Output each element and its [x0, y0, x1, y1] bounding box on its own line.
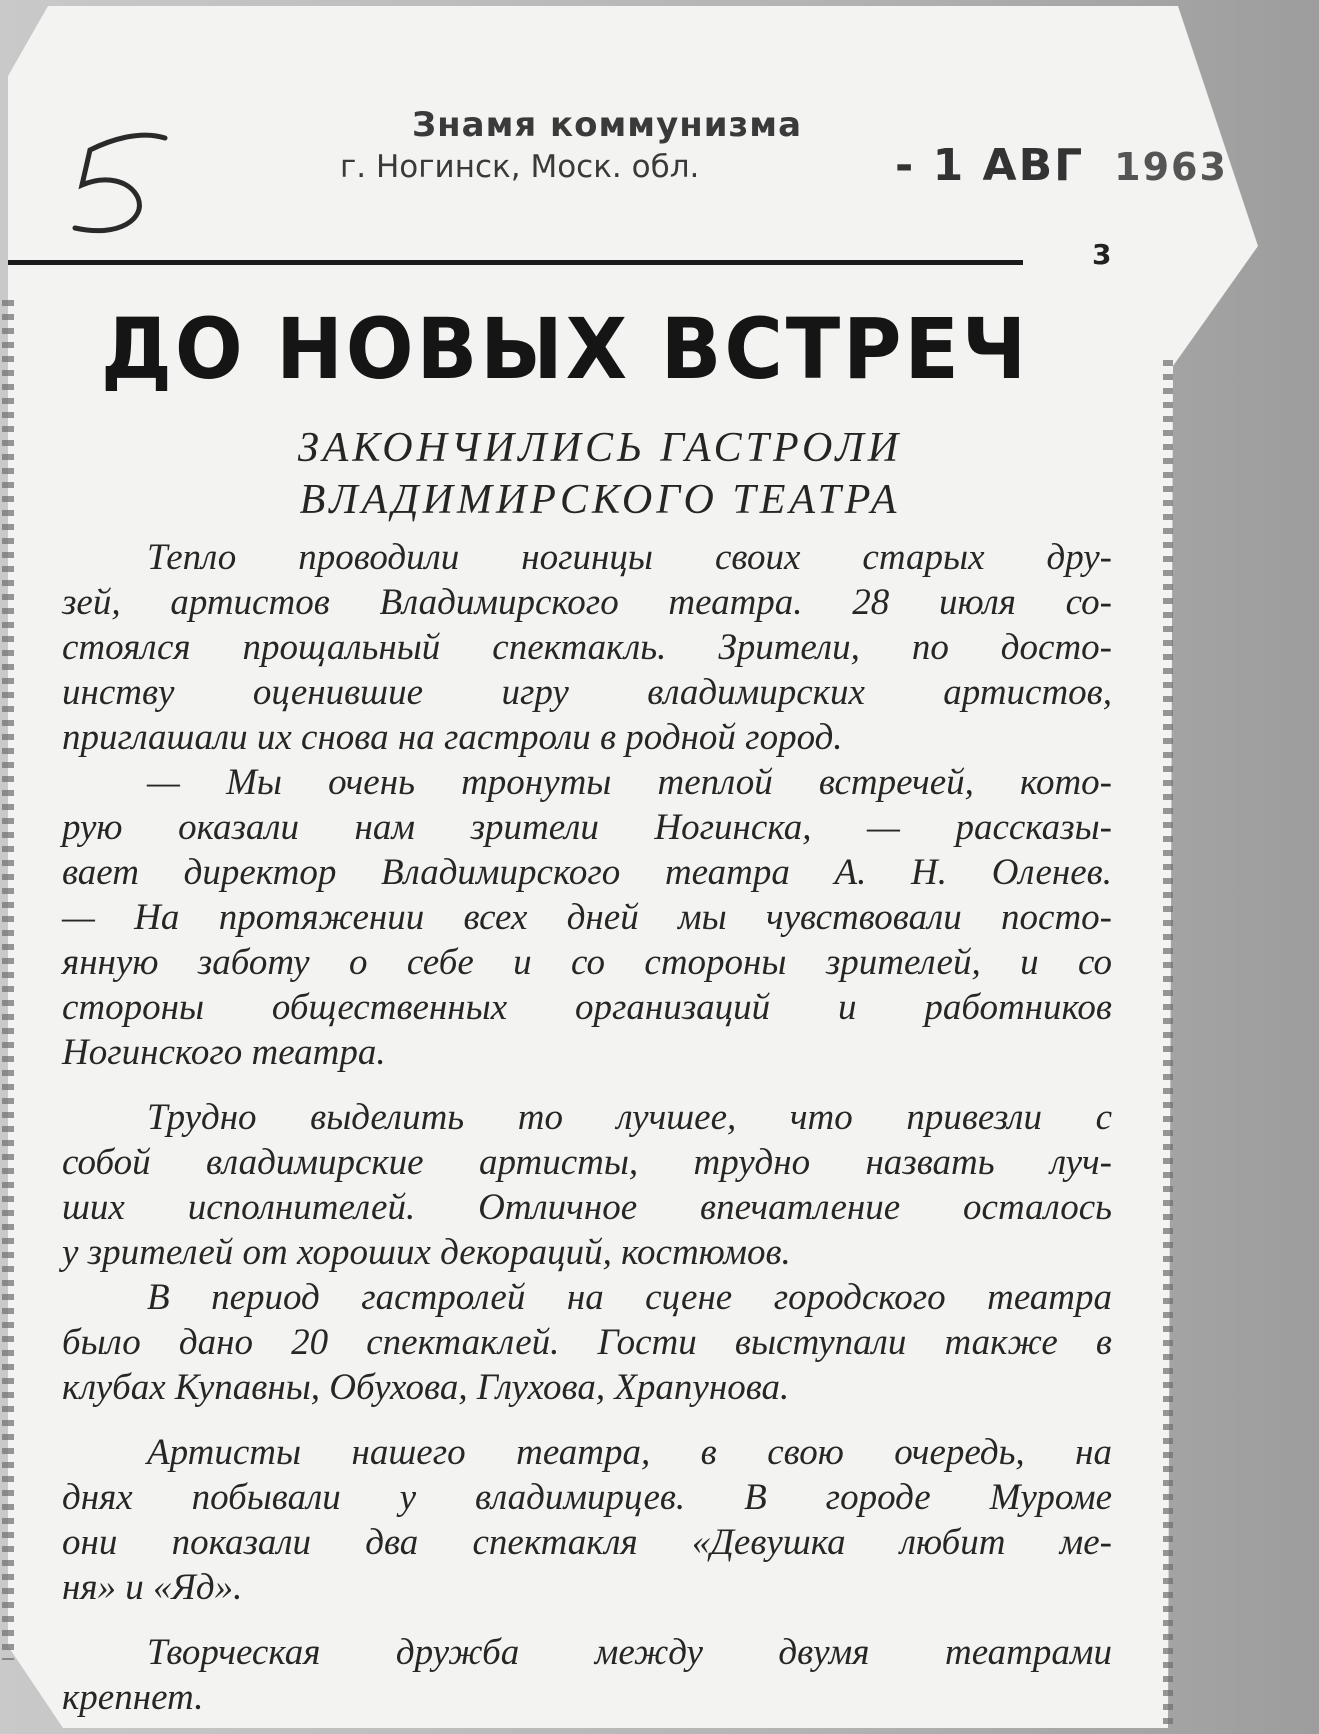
- header-rule: [8, 260, 1023, 265]
- paragraph: [62, 1275, 1112, 1410]
- right-perforated-edge: [1163, 360, 1173, 1730]
- date-stamp: [895, 140, 1228, 191]
- text-line: собой владимирские артисты, трудно назвать луч-: [62, 1142, 1112, 1183]
- left-perforated-edge: [2, 300, 14, 1660]
- text-line: инству оценившие игру владимирских артистов,: [62, 672, 1112, 713]
- paragraph: [62, 760, 1112, 1075]
- subheadline-line: ВЛАДИМИРСКОГО ТЕАТРА: [299, 477, 901, 523]
- text-line: ших исполнителей. Отличное впечатление осталось: [62, 1187, 1112, 1228]
- text-line: В период гастролей на сцене городского театра: [147, 1277, 1112, 1318]
- text-line: клубах Купавны, Обухова, Глухова, Храпунова.: [62, 1367, 790, 1408]
- date-year: 1963: [1114, 145, 1228, 189]
- subheadline-line: ЗАКОНЧИЛИСЬ ГАСТРОЛИ: [297, 425, 903, 471]
- text-line: зей, артистов Владимирского театра. 28 июля со-: [62, 582, 1112, 623]
- article-body: [62, 535, 1112, 1720]
- text-line: у зрителей от хороших декораций, костюмов.: [62, 1232, 791, 1273]
- text-line: приглашали их снова на гастроли в родной город.: [62, 717, 843, 758]
- text-line: вает директор Владимирского театра А. Н. Оленев.: [62, 852, 1112, 893]
- newspaper-name: Знамя коммунизма: [412, 105, 803, 145]
- text-line: стороны общественных организаций и работников: [62, 987, 1112, 1028]
- article-headline: ДО НОВЫХ ВСТРЕЧ: [100, 300, 1030, 398]
- text-line: стоялся прощальный спектакль. Зрители, по досто-: [62, 627, 1112, 668]
- text-line: — На протяжении всех дней мы чувствовали посто-: [62, 897, 1112, 938]
- text-line: Творческая дружба между двумя театрами: [147, 1632, 1112, 1673]
- text-line: ня» и «Яд».: [62, 1567, 243, 1608]
- text-line: было дано 20 спектаклей. Гости выступали также в: [62, 1322, 1112, 1363]
- date-day-month: - 1 АВГ: [895, 140, 1085, 191]
- text-line: янную заботу о себе и со стороны зрителей, и со: [62, 942, 1112, 983]
- article-subheadline: [150, 422, 1050, 526]
- paragraph: [62, 1630, 1112, 1720]
- masthead-stamp: [340, 105, 860, 185]
- text-line: они показали два спектакля «Девушка любит ме-: [62, 1522, 1112, 1563]
- text-line: Трудно выделить то лучшее, что привезли с: [147, 1097, 1112, 1138]
- text-line: днях побывали у владимирцев. В городе Муроме: [62, 1477, 1112, 1518]
- text-line: рую оказали нам зрители Ногинска, — рассказы-: [62, 807, 1112, 848]
- page-number: 3: [1092, 238, 1112, 271]
- paragraph: [62, 535, 1112, 760]
- paragraph: [62, 1095, 1112, 1275]
- text-line: крепнет.: [62, 1677, 204, 1718]
- text-line: Тепло проводили ногинцы своих старых дру-: [147, 537, 1112, 578]
- text-line: — Мы очень тронуты теплой встречей, кото-: [147, 762, 1112, 803]
- handwritten-number-5: [60, 130, 190, 240]
- newspaper-city: г. Ногинск, Моск. обл.: [340, 149, 700, 185]
- text-line: Артисты нашего театра, в свою очередь, на: [147, 1432, 1112, 1473]
- text-line: Ногинского театра.: [62, 1032, 386, 1073]
- paragraph: [62, 1430, 1112, 1610]
